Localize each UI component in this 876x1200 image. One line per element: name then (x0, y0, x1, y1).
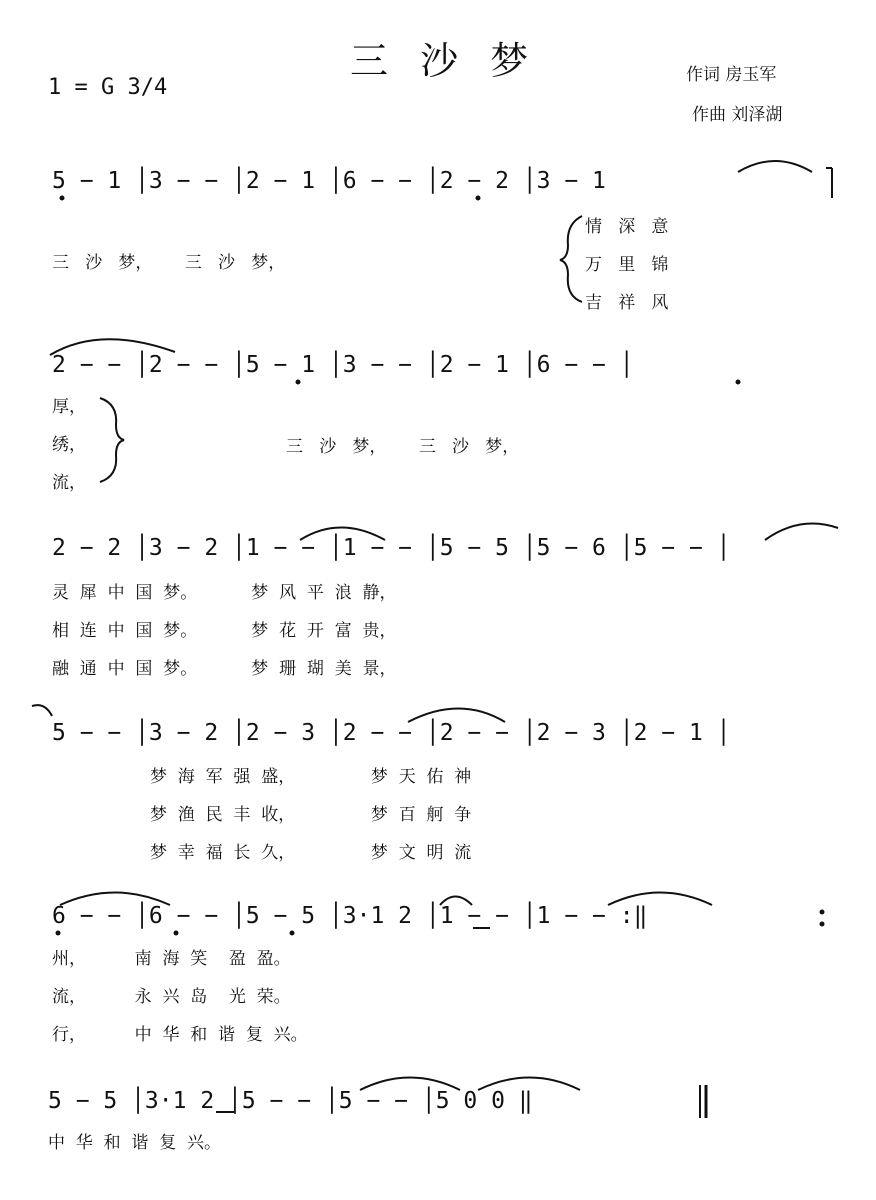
system-4-verse-2: 梦 渔 民 丰 收， 梦 百 舸 争 (150, 805, 472, 825)
system-5-verse-3: 行， 中 华 和 谐 复 兴。 (52, 1025, 308, 1045)
system-2-notes: 2 − − │2 − − │5 − 1 │3 − − │2 − 1 │6 − − │ (52, 352, 634, 378)
octave-dot (56, 931, 61, 936)
tie-mark (32, 705, 52, 716)
tie-mark (608, 893, 712, 906)
verse-brace (560, 216, 582, 302)
song-title: 三 沙 梦 (350, 39, 539, 83)
system-5-verse-2: 流， 永 兴 岛 光 荣。 (52, 987, 291, 1007)
composer-credit: 作曲 刘泽湖 (692, 105, 783, 125)
tie-mark (50, 339, 175, 355)
tie-mark (360, 1078, 460, 1091)
system-5-verse-1: 州， 南 海 笑 盈 盈。 (52, 949, 291, 969)
octave-dot (296, 380, 301, 385)
system-3-verse-1: 灵 犀 中 国 梦。 梦 风 平 浪 静， (52, 583, 397, 603)
lyricist-credit: 作词 房玉军 (686, 65, 777, 85)
octave-dot (174, 931, 179, 936)
system-6-lyric-line: 中 华 和 谐 复 兴。 (48, 1133, 222, 1153)
system-5-notes: 6 − − │6 − − │5 − 5 │3·1 2 │1 − − │1 − − :‖ (52, 903, 648, 929)
tie-mark (300, 528, 385, 541)
system-3-verse-3: 融 通 中 国 梦。 梦 珊 瑚 美 景， (52, 659, 397, 679)
octave-dot (476, 196, 481, 201)
tie-mark (478, 1078, 580, 1091)
system-3-verse-2: 相 连 中 国 梦。 梦 花 开 富 贵， (52, 621, 397, 641)
octave-dot (60, 196, 65, 201)
system-2-verse-2: 绣， (52, 435, 86, 455)
system-4-verse-3: 梦 幸 福 长 久， 梦 文 明 流 (150, 843, 472, 863)
tie-mark (738, 161, 812, 172)
system-2-lyric-line: 三 沙 梦， 三 沙 梦， (286, 437, 520, 457)
system-2-verse-3: 流， (52, 473, 86, 493)
repeat-dot (820, 922, 825, 927)
system-1-notes: 5 − 1 │3 − − │2 − 1 │6 − − │2 − 2 │3 − 1 (52, 168, 606, 194)
tie-mark (440, 897, 472, 906)
tie-mark (60, 893, 170, 906)
tie-mark (765, 524, 838, 540)
system-2-verse-1: 厚， (52, 397, 86, 417)
system-1-verse-1: 情 深 意 (585, 217, 669, 237)
repeat-dot (820, 910, 825, 915)
system-1-lyric-line: 三 沙 梦， 三 沙 梦， (52, 253, 286, 273)
system-6-notes: 5 − 5 │3·1 2 │5 − − │5 − − │5 0 0 ‖ (48, 1088, 533, 1114)
verse-brace (100, 398, 124, 482)
system-4-verse-1: 梦 海 军 强 盛， 梦 天 佑 神 (150, 767, 472, 787)
octave-dot (736, 380, 741, 385)
system-4-notes: 5 − − │3 − 2 │2 − 3 │2 − − │2 − − │2 − 3 │2 − 1 │ (52, 720, 731, 746)
key-signature: 1 = G 3/4 (48, 75, 168, 100)
octave-dot (290, 931, 295, 936)
system-3-notes: 2 − 2 │3 − 2 │1 − − │1 − − │5 − 5 │5 − 6 │5 − − │ (52, 535, 731, 561)
tie-mark (408, 709, 505, 723)
system-1-verse-3: 吉 祥 风 (585, 293, 669, 313)
system-1-verse-2: 万 里 锦 (585, 255, 669, 275)
